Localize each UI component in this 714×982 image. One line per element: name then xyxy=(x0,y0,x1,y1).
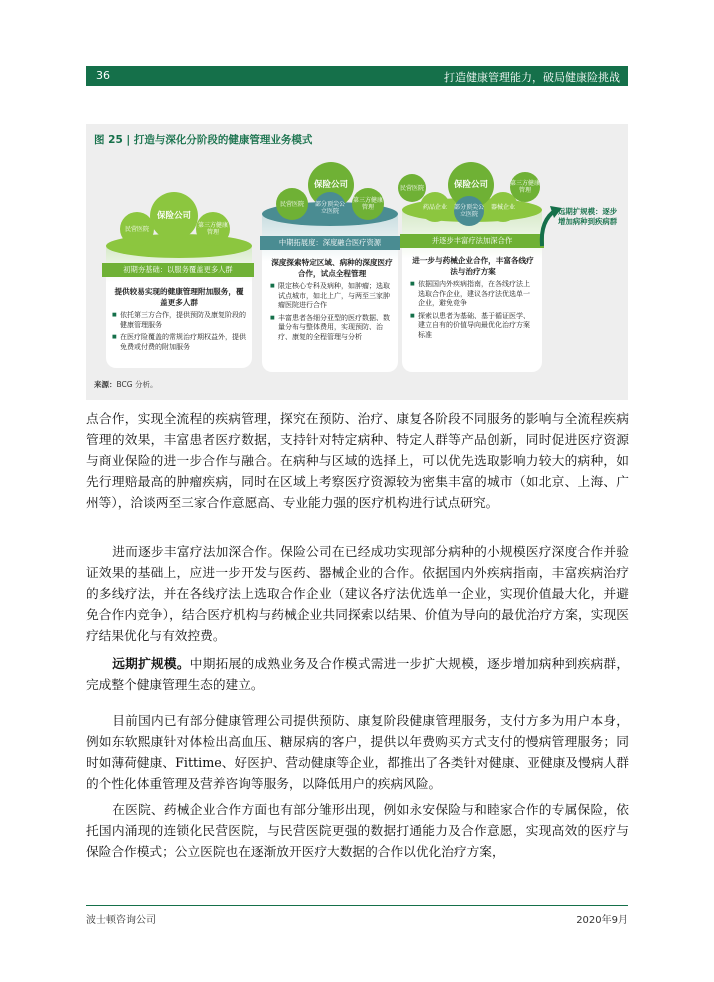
paragraph-4: 目前国内已有部分健康管理公司提供预防、康复阶段健康管理服务，支付方多为用户本身，例如东软熙康针对体检出高血压、糖尿病的客户，提供以年费购买方式支付的慢病管理服务；同时如薄荷健康、Fittime、好医护、营动健康等企业，都推出了各类针对健康、亚健康及慢病人群的个性化体重管理及营养咨询等服务，以降低用户的疾病风险。 xyxy=(86,713,629,791)
footer-divider xyxy=(86,905,628,906)
stage3-pharma-circle: 药品企业 xyxy=(420,192,450,222)
stage1-banner: 初期夯基础：以服务覆盖更多人群 xyxy=(102,263,254,277)
stage1-text xyxy=(112,286,246,355)
footer-date: 2020年9月 xyxy=(576,915,628,926)
figure-title: 图 25 | 打造与深化分阶段的健康管理业务模式 xyxy=(94,134,313,146)
stage2-text xyxy=(270,257,394,345)
stage3-public-hospital-circle: 部分顶尖公立医院 xyxy=(454,196,484,226)
stage2-insurer-circle: 保险公司 xyxy=(308,162,354,208)
footer-publisher: 波士顿咨询公司 xyxy=(86,915,156,926)
stage1-insurer-circle: 保险公司 xyxy=(150,192,198,240)
running-title: 打造健康管理能力，破局健康险挑战 xyxy=(444,71,620,84)
stage1-lead: 提供较易实现的健康管理附加服务，覆盖更多人群 xyxy=(114,287,244,307)
stage1-bullet: ■ 依托第三方合作，提供预防及康复阶段的健康管理服务 xyxy=(112,311,246,330)
stage1-third-party-circle: 第三方健康管理 xyxy=(196,212,230,246)
stage2-third-party-circle: 第三方健康管理 xyxy=(352,188,384,220)
figure-source: 来源：BCG 分析。 xyxy=(94,380,158,389)
stage1-private-hospital-circle: 民营医院 xyxy=(120,212,154,246)
stage3-third-party-circle: 第三方健康管理 xyxy=(510,172,540,202)
page-number: 36 xyxy=(96,69,110,82)
stage3-text xyxy=(410,255,536,343)
stage3-insurer-circle: 保险公司 xyxy=(448,162,494,208)
paragraph-1: 点合作，实现全流程的疾病管理，探究在预防、治疗、康复各阶段不同服务的影响与全流程疾病管理的效果，丰富患者医疗数据，支持针对特定病种、特定人群等产品创新，同时促进医疗资源与商业保险的进一步合作与融合。在病种与区域的选择上，可以优先选取影响力较大的病种，如先行理赔最高的肿瘤疾病，同时在区域上考察医疗资源较为密集丰富的城市（如北京、上海、广州等），洽谈两至三家合作意愿高、专业能力强的医疗机构进行试点研究。 xyxy=(86,411,629,510)
stage3-lead: 进一步与药械企业合作，丰富各线疗法与治疗方案 xyxy=(412,256,534,276)
stage3-private-hospital-circle: 民营医院 xyxy=(398,174,426,202)
stage2-public-hospital-circle: 部分顶尖公立医院 xyxy=(314,192,346,224)
paragraph-3-heading: 远期扩规模。 xyxy=(112,656,190,671)
page-header xyxy=(86,66,628,86)
stage2-lead: 深度探索特定区域、病种的深度医疗合作，试点全程管理 xyxy=(271,258,393,278)
figure-25 xyxy=(86,124,628,400)
stage3-banner: 并逐步丰富疗法加深合作 xyxy=(400,234,544,248)
stage3-bullet: ■ 依据国内外疾病指南，在各线疗法上选取合作企业，建议各疗法优选单一企业，避免竞争 xyxy=(410,280,536,309)
stage2-bullet: ■ 限定核心专科及病种，如肿瘤；选取试点城市，如北上广，与两至三家肿瘤医院进行合作 xyxy=(270,282,394,311)
stage1-bullet: ■ 在医疗险覆盖的常规治疗期权益外，提供免费或付费的附加服务 xyxy=(112,333,246,352)
stage2-banner: 中期拓展度：深度融合医疗资源 xyxy=(260,236,400,250)
stage2-private-hospital-circle: 民营医院 xyxy=(276,188,308,220)
stage3-device-circle: 器械企业 xyxy=(488,192,518,222)
stage3-bullet: ■ 探索以患者为基础、基于循证医学、建立自有的价值导向最优化治疗方案标准 xyxy=(410,312,536,341)
paragraph-5: 在医院、药械企业合作方面也有部分雏形出现，例如永安保险与和睦家合作的专属保险，依托国内涌现的连锁化民营医院，与民营医院更强的数据打通能力及合作意愿，实现高效的医疗与保险合作模式；公立医院也在逐渐放开医疗大数据的合作以优化治疗方案， xyxy=(86,802,629,859)
paragraph-3: 远期扩规模。中期拓展的成熟业务及合作模式需进一步扩大规模，逐步增加病种到疾病群，完成整个健康管理生态的建立。 xyxy=(86,656,630,692)
stage2-bullet: ■ 丰富患者各细分亚型的医疗数据、数量分布与整体费用，实现预防、治疗、康复的全程管理与分析 xyxy=(270,314,394,343)
paragraph-2: 进而逐步丰富疗法加深合作。保险公司在已经成功实现部分病种的小规模医疗深度合作并验证效果的基础上，应进一步开发与医药、器械企业的合作。依据国内外疾病指南，丰富疾病治疗的多线疗法，并在各线疗法上选取合作企业（建议各疗法优选单一企业，实现价值最大化，并避免合作内竞争），结合医疗机构与药械企业共同探索以结果、价值为导向的最优治疗方案，实现医疗结果优化与有效控费。 xyxy=(86,544,629,643)
far-term-label: 远期扩规模：逐步增加病种到疾病群 xyxy=(558,207,618,226)
